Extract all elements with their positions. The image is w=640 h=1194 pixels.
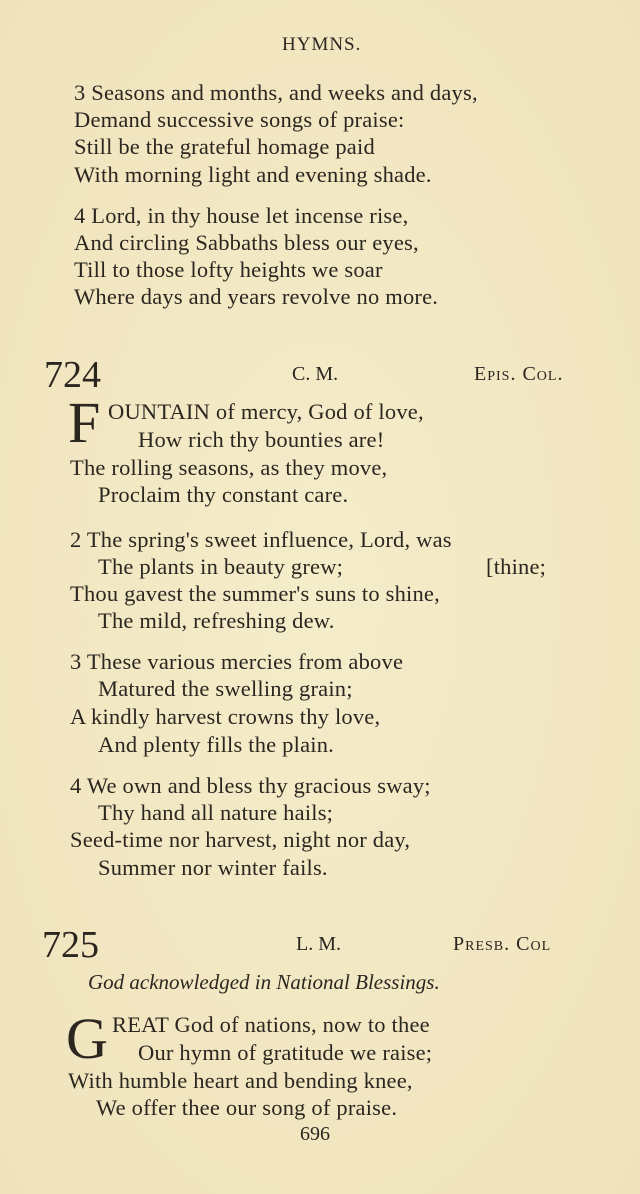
verse-line: 4 Lord, in thy house let incense rise, <box>74 203 409 228</box>
verse-line: Thou gavest the summer's suns to shine, <box>70 581 440 606</box>
verse-line: With morning light and evening shade. <box>74 162 432 187</box>
verse-line: OUNTAIN of mercy, God of love, <box>108 399 424 424</box>
hymn-number: 724 <box>44 354 101 396</box>
verse-line: And circling Sabbaths bless our eyes, <box>74 230 419 255</box>
verse-line: And plenty fills the plain. <box>98 732 334 757</box>
verse-line: Our hymn of gratitude we raise; <box>138 1040 433 1065</box>
verse-line: We offer thee our song of praise. <box>96 1095 398 1120</box>
verse-line: Thy hand all nature hails; <box>98 800 334 825</box>
verse-line: The rolling seasons, as they move, <box>70 455 388 480</box>
verse-line: Till to those lofty heights we soar <box>74 257 383 282</box>
verse-line: REAT God of nations, now to thee <box>112 1012 430 1037</box>
verse-line: How rich thy bounties are! <box>138 427 385 452</box>
verse-line: 4 We own and bless thy gracious sway; <box>70 773 431 798</box>
verse-line: Demand successive songs of praise: <box>74 107 405 132</box>
verse-line: The mild, refreshing dew. <box>98 608 335 633</box>
verse-line: With humble heart and bending knee, <box>68 1068 413 1093</box>
hymn-subtitle: God acknowledged in National Blessings. <box>88 970 440 994</box>
verse-line: The plants in beauty grew; <box>98 554 344 579</box>
turnover-fragment: [thine; <box>486 554 547 579</box>
hymn-source: Epis. Col. <box>474 363 564 385</box>
verse-line: Summer nor winter fails. <box>98 855 328 880</box>
page-number: 696 <box>300 1123 330 1145</box>
verse-line: A kindly harvest crowns thy love, <box>70 704 381 729</box>
hymn-meter: C. M. <box>292 363 339 385</box>
verse-line: Where days and years revolve no more. <box>74 284 439 309</box>
running-head: HYMNS. <box>282 34 362 55</box>
verse-line: Still be the grateful homage paid <box>74 134 375 159</box>
verse-line: Matured the swelling grain; <box>98 676 353 701</box>
hymn-number: 725 <box>42 924 99 966</box>
verse-line: Proclaim thy constant care. <box>98 482 349 507</box>
verse-line: 3 These various mercies from above <box>70 649 404 674</box>
verse-line: 2 The spring's sweet influence, Lord, was <box>70 527 452 552</box>
hymn-source: Presb. Col <box>453 933 552 955</box>
drop-cap: F <box>68 390 101 455</box>
verse-line: 3 Seasons and months, and weeks and days, <box>74 80 478 105</box>
hymn-meter: L. M. <box>296 933 341 955</box>
verse-line: Seed-time nor harvest, night nor day, <box>70 827 411 852</box>
drop-cap: G <box>66 1006 108 1071</box>
